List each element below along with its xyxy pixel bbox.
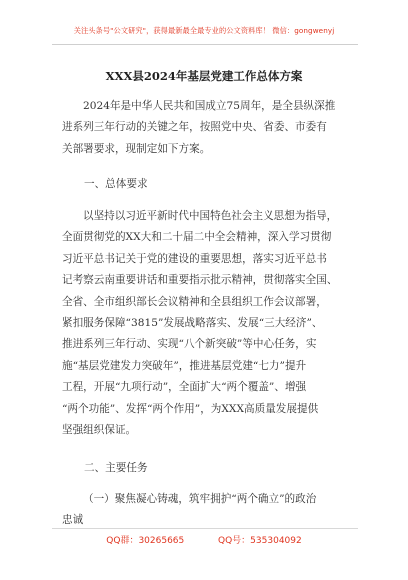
qq-number: QQ号：535304092 bbox=[218, 536, 302, 546]
qq-group: QQ群：30265665 bbox=[106, 536, 185, 546]
intro-line: 2024年是中华人民共和国成立75周年，是全县纵深推 bbox=[83, 100, 336, 112]
paragraph-line: 坚强组织保证。 bbox=[62, 423, 137, 436]
paragraph-line: 工程，开展“九项行动”，全面扩大“两个覆盖”、增强 bbox=[62, 381, 307, 394]
task-1-heading bbox=[62, 489, 352, 532]
footer-contact bbox=[0, 533, 408, 546]
intro-line: 关部署要求，现制定如下方案。 bbox=[62, 142, 211, 155]
document-title: XXX县2024年基层党建工作总体方案 bbox=[105, 69, 303, 83]
paragraph-line: 以坚持以习近平新时代中国特色社会主义思想为指导， bbox=[83, 210, 338, 222]
paragraph-line: 紧扣服务保障“3815”发展战略落实、发展“三大经济”、 bbox=[62, 316, 323, 329]
paragraph-line: “两个功能”、发挥“两个作用”，为XXX高质量发展提供 bbox=[62, 402, 319, 415]
general-requirements-paragraph bbox=[62, 206, 352, 441]
paragraph-line: 全面贯彻党的XX大和二十届二中全会精神，深入学习贯彻 bbox=[62, 231, 332, 244]
paragraph-line: 记考察云南重要讲话和重要指示批示精神，贯彻落实全国、 bbox=[62, 274, 338, 287]
paragraph-line: 推进系列三年行动、实现“八个新突破”等中心任务，实 bbox=[62, 338, 317, 351]
intro-line: 进系列三年行动的关键之年，按照党中央、省委、市委有 bbox=[62, 121, 327, 134]
header-notice: 关注头条号"公文研究"，获得最新最全最专业的公文资料库！ 微信：gongwenyj bbox=[73, 26, 335, 35]
intro-paragraph bbox=[62, 96, 352, 160]
section-heading-main-tasks: 二、主要任务 bbox=[84, 462, 148, 474]
paragraph-line: 习近平总书记关于党的建设的重要思想，落实习近平总书 bbox=[62, 252, 327, 265]
footer-divider bbox=[52, 528, 358, 529]
paragraph-line: 全省、全市组织部长会议精神和全县组织工作会议部署， bbox=[62, 295, 327, 308]
task-line: 忠诚 bbox=[62, 514, 84, 527]
task-line: （一）聚焦凝心铸魂，筑牢拥护“两个确立”的政治 bbox=[83, 493, 317, 505]
section-heading-general-requirements: 一、总体要求 bbox=[84, 178, 148, 190]
paragraph-line: 施“基层党建发力突破年”，推进基层党建“七力”提升 bbox=[62, 359, 307, 372]
header-divider bbox=[52, 44, 358, 45]
